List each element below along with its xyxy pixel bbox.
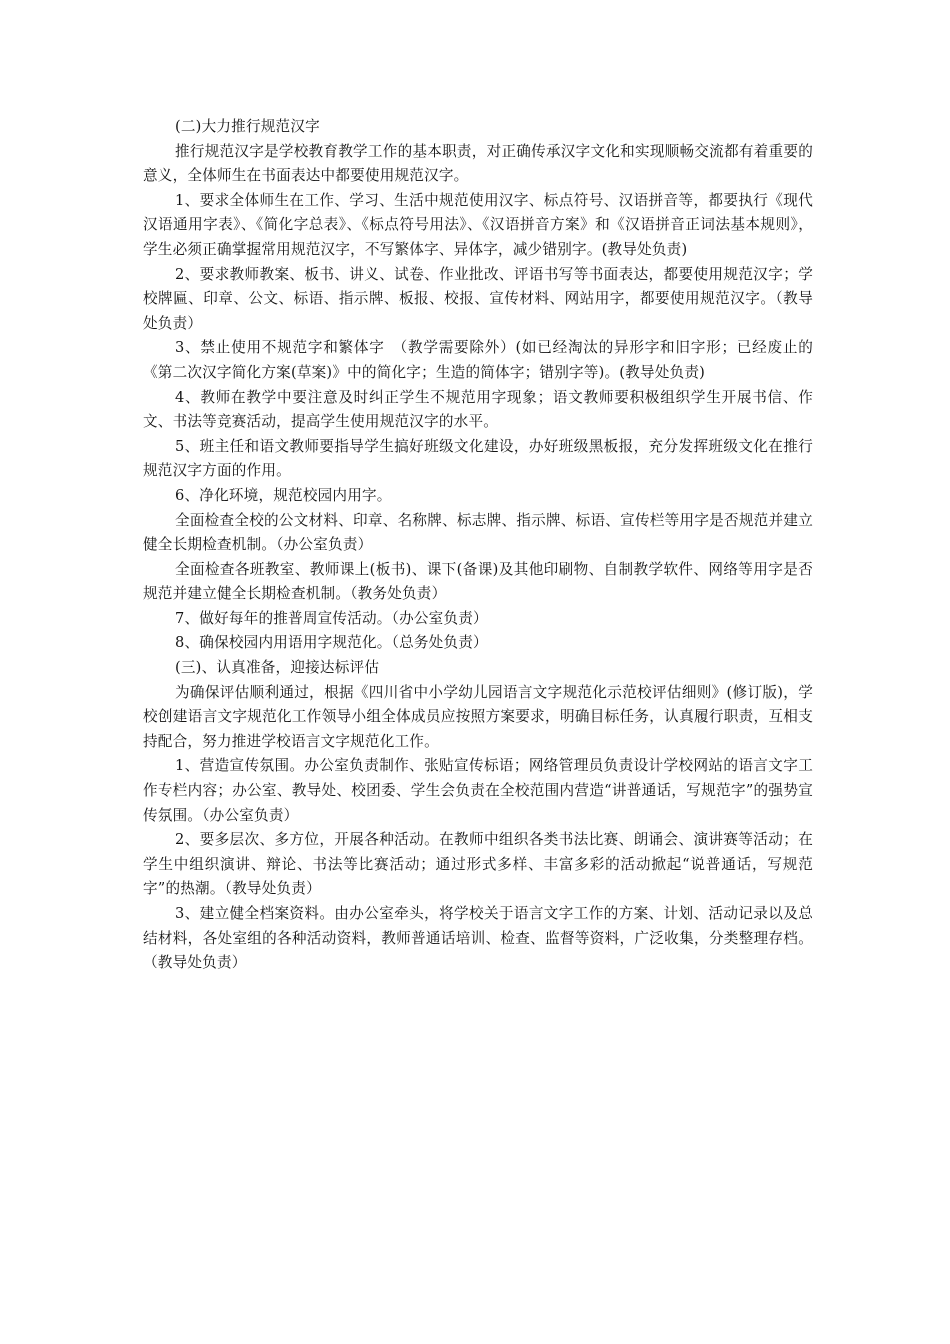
- section-heading-3: (三)、认真准备，迎接达标评估: [175, 659, 380, 677]
- list-item: 1、要求全体师生在工作、学习、生活中规范使用汉字、标点符号、汉语拼音等，都要执行《现代汉语通用字表》、《简化字总表》、《标点符号用法》、《汉语拼音方案》和《汉语拼音正词法基本规则》，学生必须正确掌握常用规范汉字，不写繁体字、异体字，减少错别字。(教导处负责): [143, 191, 813, 258]
- document-body: [143, 115, 813, 976]
- paragraph: 推行规范汉字是学校教育教学工作的基本职责，对正确传承汉字文化和实现顺畅交流都有着重要的意义，全体师生在书面表达中都要使用规范汉字。: [143, 142, 813, 185]
- list-item: 1、营造宣传氛围。办公室负责制作、张贴宣传标语；网络管理员负责设计学校网站的语言文字工作专栏内容；办公室、教导处、校团委、学生会负责在全校范围内营造“讲普通话，写规范字”的强势宣传氛围。（办公室负责）: [143, 757, 813, 824]
- list-item: 7、做好每年的推普周宣传活动。（办公室负责）: [175, 609, 488, 627]
- list-item: 5、班主任和语文教师要指导学生搞好班级文化建设，办好班级黑板报，充分发挥班级文化在推行规范汉字方面的作用。: [143, 437, 813, 480]
- list-item: 3、建立健全档案资料。由办公室牵头，将学校关于语言文字工作的方案、计划、活动记录以及总结材料，各处室组的各种活动资料，教师普通话培训、检查、监督等资料，广泛收集，分类整理存档。（教导处负责）: [143, 905, 813, 972]
- list-item: 2、要求教师教案、板书、讲义、试卷、作业批改、评语书写等书面表达，都要使用规范汉字；学校牌匾、印章、公文、标语、指示牌、板报、校报、宣传材料、网站用字，都要使用规范汉字。（教导处负责）: [143, 265, 813, 332]
- list-item: 4、教师在教学中要注意及时纠正学生不规范用字现象；语文教师要积极组织学生开展书信、作文、书法等竞赛活动，提高学生使用规范汉字的水平。: [143, 388, 813, 431]
- paragraph: 全面检查各班教室、教师课上(板书)、课下(备课)及其他印刷物、自制教学软件、网络等用字是否规范并建立健全长期检查机制。（教务处负责）: [143, 560, 813, 603]
- list-item: 3、禁止使用不规范字和繁体字 （教学需要除外）(如已经淘汰的异形字和旧字形；已经废止的《第二次汉字简化方案(草案)》中的简化字；生造的简体字；错别字等)。(教导处负责): [143, 339, 813, 381]
- list-item: 2、要多层次、多方位，开展各种活动。在教师中组织各类书法比赛、朗诵会、演讲赛等活动；在学生中组织演讲、辩论、书法等比赛活动；通过形式多样、丰富多彩的活动掀起“说普通话，写规范字”的热潮。（教导处负责）: [143, 831, 813, 898]
- paragraph: 全面检查全校的公文材料、印章、名称牌、标志牌、指示牌、标语、宣传栏等用字是否规范并建立健全长期检查机制。（办公室负责）: [143, 511, 813, 554]
- list-item: 8、确保校园内用语用字规范化。（总务处负责）: [175, 634, 488, 652]
- section-heading-2: (二)大力推行规范汉字: [175, 118, 320, 135]
- list-item: 6、净化环境，规范校园内用字。: [175, 486, 392, 504]
- paragraph: 为确保评估顺利通过，根据《四川省中小学幼儿园语言文字规范化示范校评估细则》(修订版)，学校创建语言文字规范化工作领导小组全体成员应按照方案要求，明确目标任务，认真履行职责，互相支持配合，努力推进学校语言文字规范化工作。: [143, 683, 813, 750]
